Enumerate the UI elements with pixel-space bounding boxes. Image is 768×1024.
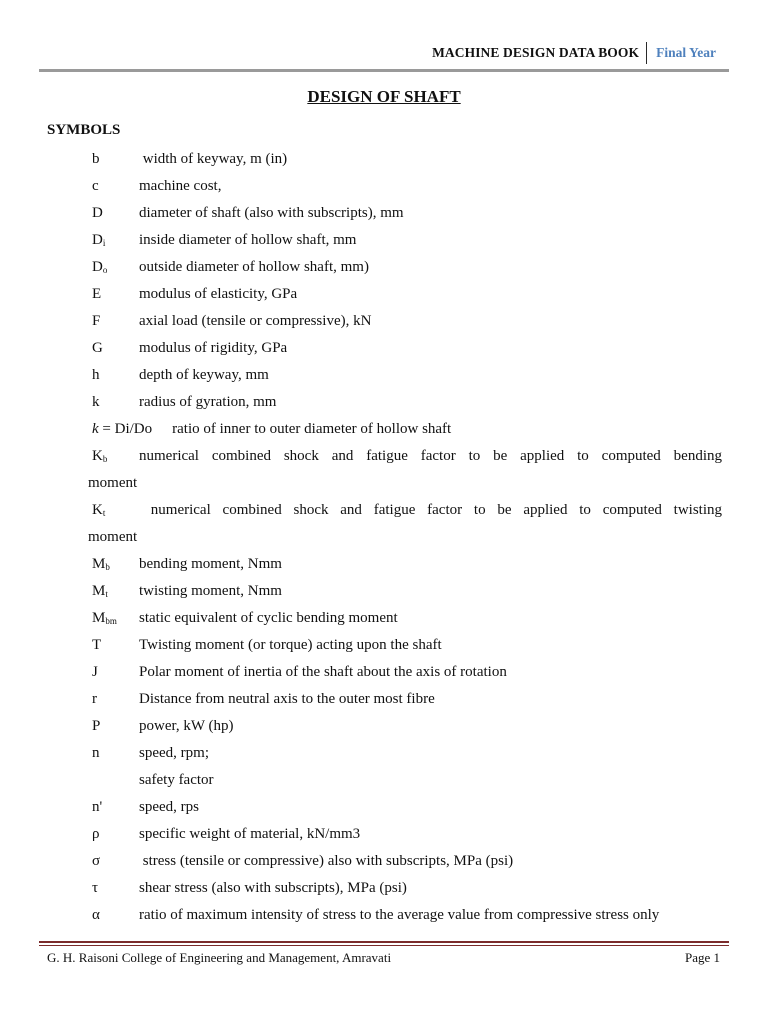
symbol-row-T [92,632,722,659]
symbol-row-tau [92,875,722,902]
header-year: Final Year [656,45,716,60]
symbol: k [92,394,100,410]
symbol: $K_t$ [92,502,106,518]
symbol-definition: modulus of elasticity, GPa [139,286,298,302]
symbol: $M_t$ [92,583,108,599]
symbol: P [92,718,101,734]
header-book-title: MACHINE DESIGN DATA BOOK [432,45,640,60]
symbol-definition: axial load (tensile or compressive), kN [139,313,372,329]
symbol: $M_b$ [92,556,110,572]
symbol-row-F [92,308,722,335]
symbol-definition: outside diameter of hollow shaft, mm) [139,259,369,275]
symbol-definition: depth of keyway, mm [139,367,269,383]
symbol-row-E [92,281,722,308]
symbol-row-c [92,173,722,200]
symbol-definition: specific weight of material, kN/mm3 [139,826,361,842]
symbol-row-Mt [92,578,722,605]
symbol-definition: Polar moment of inertia of the shaft about the axis of rotation [139,664,507,680]
symbol-definition: Twisting moment (or torque) acting upon the shaft [139,637,442,653]
symbol-row-Di [92,227,722,254]
symbol-row-J [92,659,722,686]
symbol-row-safety [92,767,722,794]
symbol-row-n-prime [92,794,722,821]
symbol: b [92,151,100,167]
footer-rule-thin [39,945,729,946]
symbol-row-alpha [92,902,722,929]
symbol-definition: shear stress (also with subscripts), MPa (psi) [139,880,407,896]
symbol: J [92,664,98,680]
symbol: $K_b$ [92,448,108,464]
symbol-definition: numerical combined shock and fatigue factor to be applied to computed bending [139,448,722,464]
symbol-definition: Distance from neutral axis to the outer most fibre [139,691,435,707]
symbol-row-sigma [92,848,722,875]
symbol: G [92,340,103,356]
symbol: k = Di/Do [92,421,153,437]
symbol-row-P [92,713,722,740]
symbol-row-Kt-continuation: moment [88,529,138,545]
symbol-subscript: t [102,508,106,518]
footer-college: G. H. Raisoni College of Engineering and Management, Amravati [47,950,392,965]
symbol-definition: ratio of inner to outer diameter of hollow shaft [172,421,452,437]
symbol-row-G [92,335,722,362]
symbol: c [92,178,99,194]
symbol-row-rho [92,821,722,848]
symbol-row-Mbm [92,605,722,632]
symbols-heading: SYMBOLS [47,122,121,138]
symbol: T [92,637,102,653]
symbol-row-Kt [92,497,722,524]
symbol: r [92,691,97,707]
symbol-definition: numerical combined shock and fatigue factor to be applied to computed twisting [139,502,722,518]
symbol-definition: width of keyway, m (in) [139,151,288,167]
symbol-definition: stress (tensile or compressive) also with subscripts, MPa (psi) [139,853,514,869]
symbol-row-Mb [92,551,722,578]
symbol-definition: diameter of shaft (also with subscripts), mm [139,205,404,221]
symbol: σ [92,853,101,869]
footer-rule [39,941,729,943]
symbol-definition: modulus of rigidity, GPa [139,340,288,356]
footer-page-number: Page 1 [684,950,720,965]
symbol-definition: static equivalent of cyclic bending moment [139,610,398,626]
page-header [432,42,716,64]
symbol-subscript: t [105,589,108,599]
symbol-definition: machine cost, [139,178,222,194]
symbol-definition: speed, rps [139,799,199,815]
symbol-row-h [92,362,722,389]
symbol: α [92,907,100,923]
symbol: $D_o$ [92,259,108,275]
symbol-definition: twisting moment, Nmm [139,583,282,599]
symbol-row-b [92,146,722,173]
symbols-list [88,146,722,929]
symbol-definition: bending moment, Nmm [139,556,282,572]
symbol-row-Kb [92,443,722,470]
symbol-row-n [92,740,722,767]
symbol-row-k [92,389,722,416]
symbol-subscript: i [102,238,106,248]
symbol: D [92,205,103,221]
header-separator [646,42,647,64]
symbol-row-k-ratio [92,416,722,443]
page-title: DESIGN OF SHAFT [307,87,461,106]
symbol-definition: safety factor [139,772,214,788]
symbol-definition: power, kW (hp) [139,718,234,734]
symbol-subscript: b [105,562,110,572]
symbol-subscript: bm [105,616,117,626]
symbol-row-r [92,686,722,713]
symbol: τ [92,880,99,896]
page-footer [47,950,720,966]
symbol: h [92,367,100,383]
symbol-definition: inside diameter of hollow shaft, mm [139,232,357,248]
header-rule [39,69,729,72]
symbol-subscript: b [102,454,108,464]
symbol-subscript: o [102,265,108,275]
symbol: $M_{bm}$ [92,610,117,626]
symbol: F [92,313,101,329]
symbol: E [92,286,102,302]
symbol-definition: ratio of maximum intensity of stress to the average value from compressive stress only [139,907,660,923]
symbol: ρ [92,826,100,842]
symbol-definition: radius of gyration, mm [139,394,277,410]
symbol: n' [92,799,103,815]
symbol: n [92,745,100,761]
symbol-row-D [92,200,722,227]
symbol-definition: speed, rpm; [139,745,209,761]
symbol: $D_i$ [92,232,106,248]
symbol-row-Kb-continuation: moment [88,475,138,491]
symbol-row-Do [92,254,722,281]
